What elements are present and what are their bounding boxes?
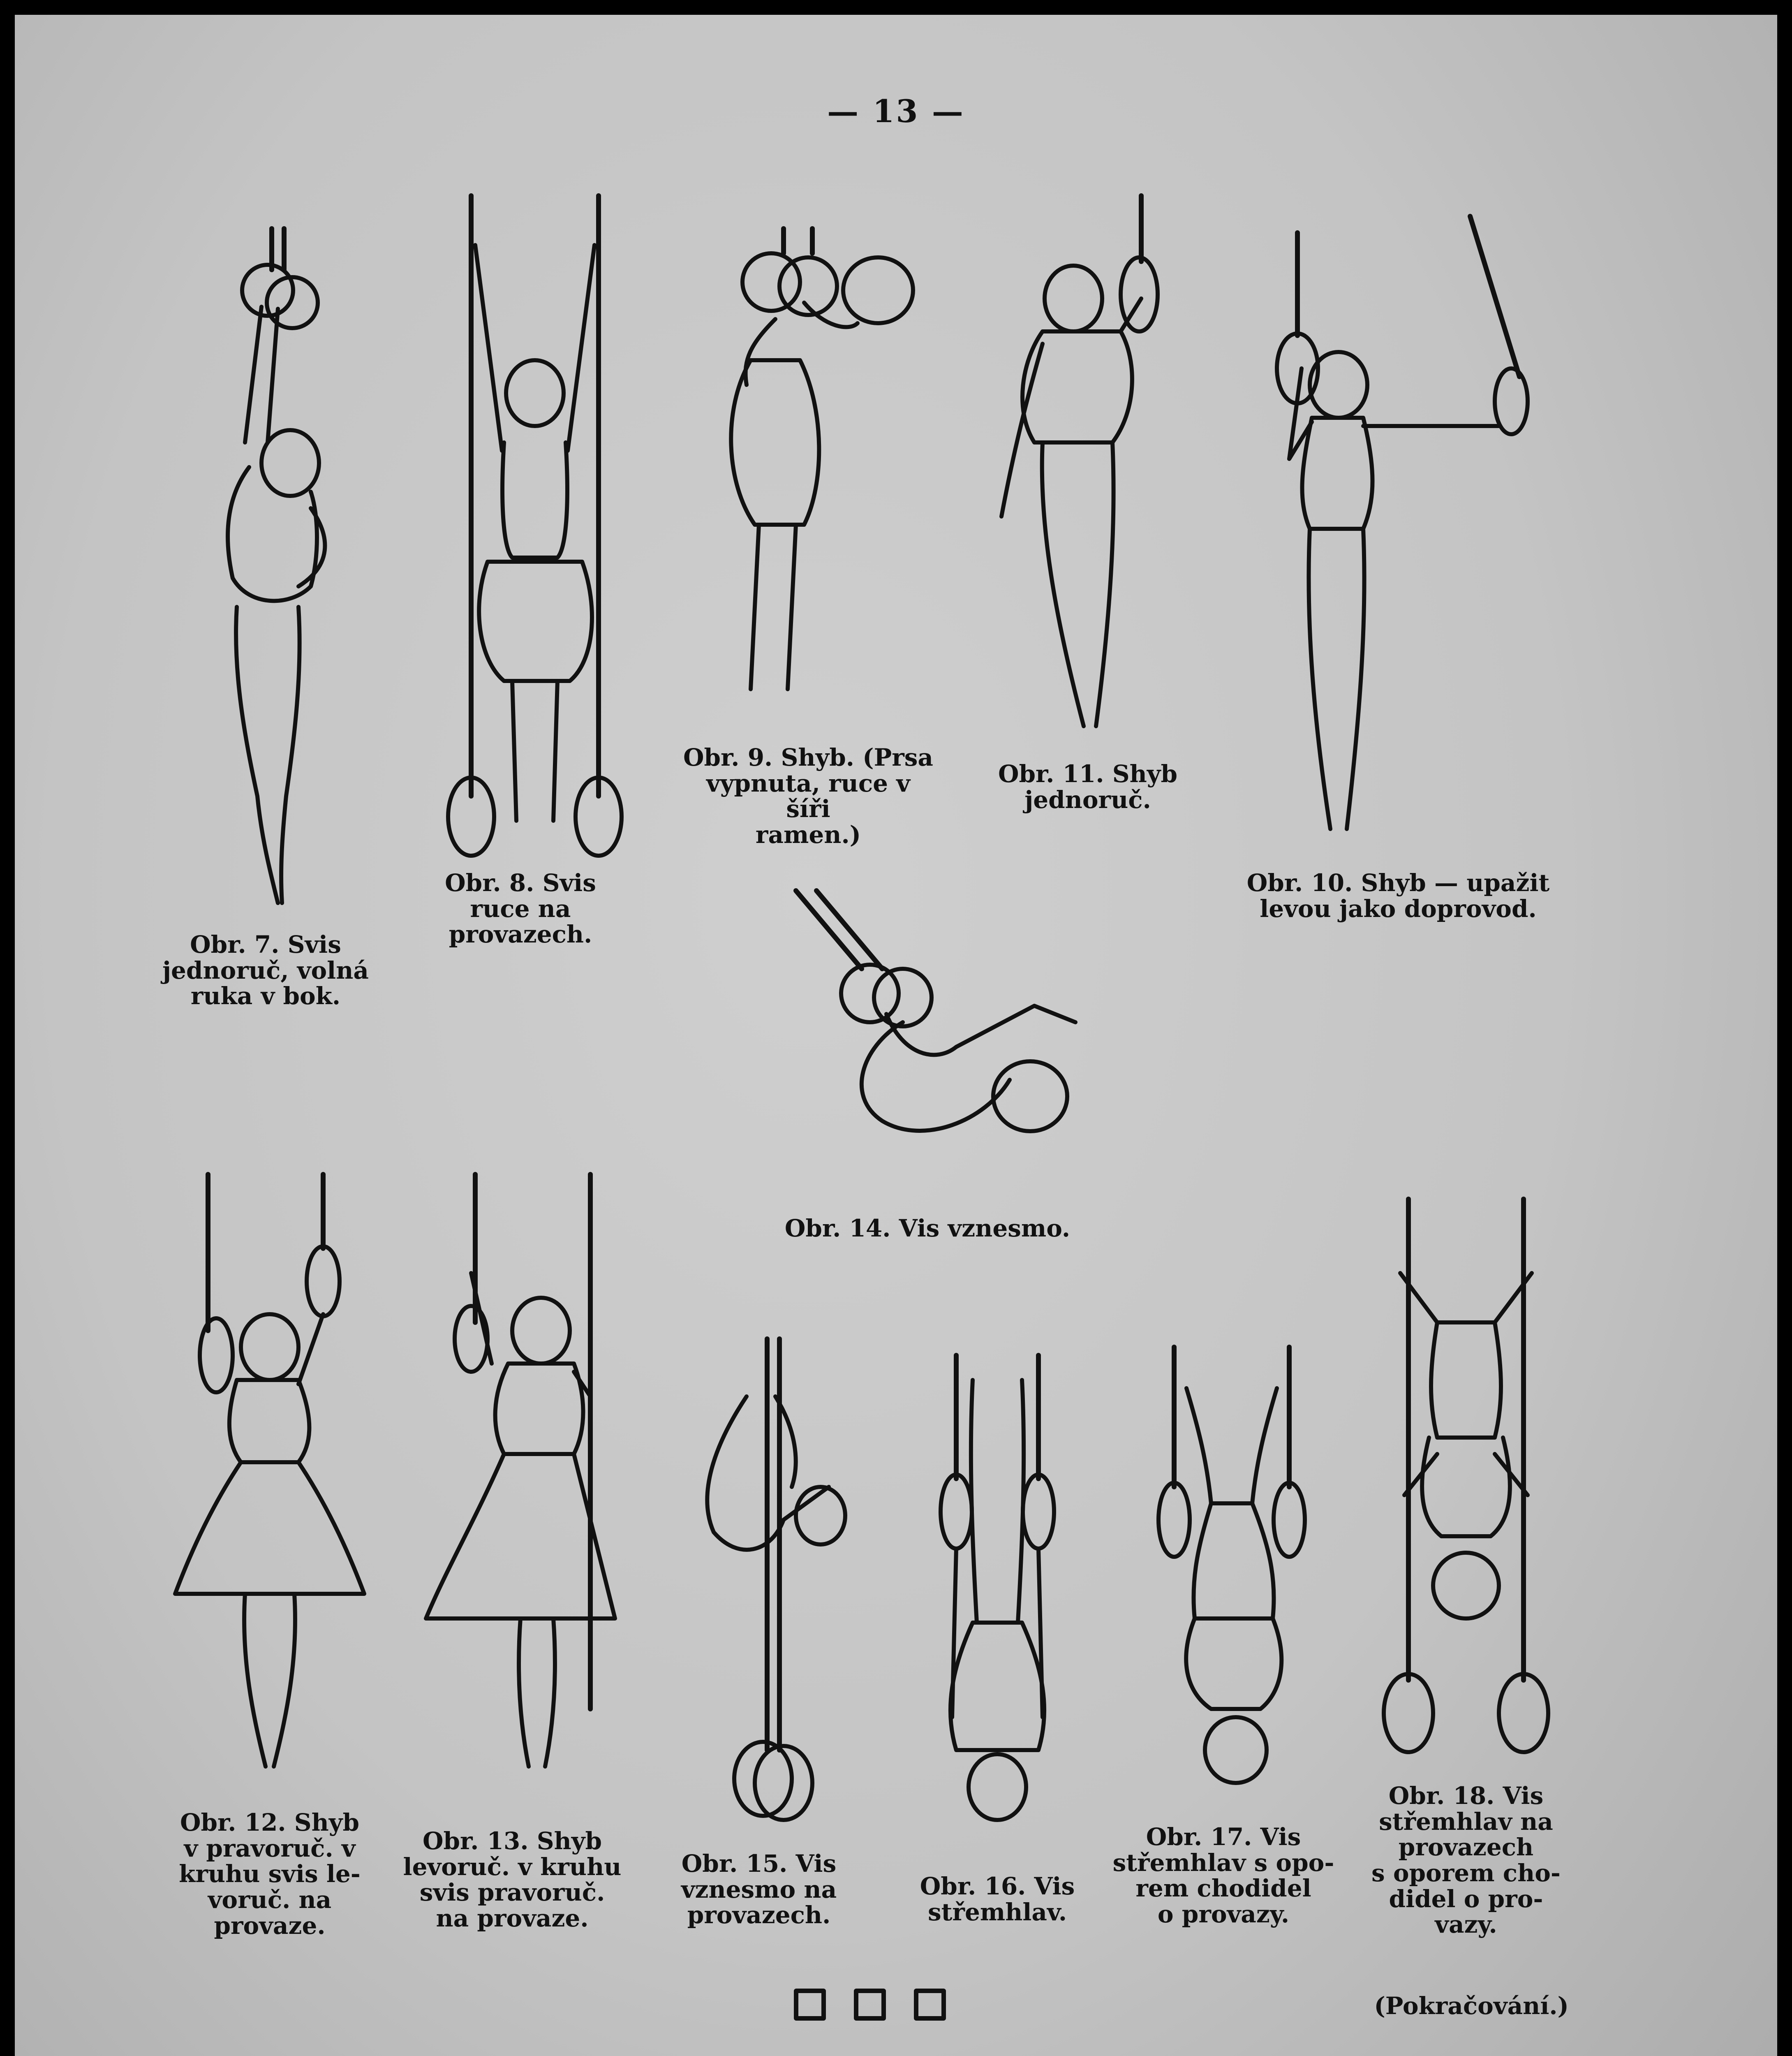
figure-8-caption: Obr. 8. Svis ruce na provazech. (445, 869, 596, 949)
figure-12-caption: Obr. 12. Shyb v pravoruč. v kruhu svis le- voruč. na provaze. (179, 1808, 361, 1940)
figure-18-caption: Obr. 18. Vis střemhlav na provazech s oporem cho- didel o pro- vazy. (1371, 1782, 1561, 1939)
figure-16-illustration (907, 1355, 1088, 1841)
page-number: — 13 — (827, 93, 965, 130)
figure-15-illustration (664, 1339, 858, 1824)
figure-13-illustration (409, 1166, 623, 1808)
square-ornament-icon (794, 1989, 826, 2021)
continued-note: (Pokračování.) (1374, 1992, 1569, 2020)
figure-11-illustration (989, 196, 1219, 743)
figure-17-illustration (1149, 1347, 1322, 1799)
figure-14-caption: Obr. 14. Vis vznesmo. (784, 1214, 1071, 1242)
figure-15-caption: Obr. 15. Vis vznesmo na provazech. (681, 1850, 837, 1929)
figure-7-illustration (175, 212, 364, 919)
document-page (15, 15, 1777, 2056)
figure-9-caption: Obr. 9. Shyb. (Prsa vypnuta, ruce v šíři ramen.) (683, 743, 933, 849)
figure-8-illustration (434, 196, 648, 854)
figure-11-caption: Obr. 11. Shyb jednoruč. (998, 760, 1178, 814)
figure-18-illustration (1367, 1199, 1565, 1783)
figure-12-illustration (163, 1166, 377, 1808)
footer-ornament (794, 1989, 946, 2021)
figure-13-caption: Obr. 13. Shyb levoruč. v kruhu svis pravoruč. na provaze. (403, 1827, 622, 1932)
figure-10-illustration (1240, 212, 1552, 854)
figure-17-caption: Obr. 17. Vis střemhlav s opo- rem chodidel o provazy. (1112, 1823, 1334, 1928)
figure-14-illustration (779, 891, 1108, 1203)
figure-9-illustration (689, 229, 944, 718)
figure-7-caption: Obr. 7. Svis jednoruč, volná ruka v bok. (162, 931, 369, 1010)
figure-10-caption: Obr. 10. Shyb — upažit levou jako doprovod. (1246, 869, 1550, 923)
square-ornament-icon (914, 1989, 946, 2021)
square-ornament-icon (854, 1989, 886, 2021)
figure-16-caption: Obr. 16. Vis střemhlav. (920, 1872, 1075, 1926)
